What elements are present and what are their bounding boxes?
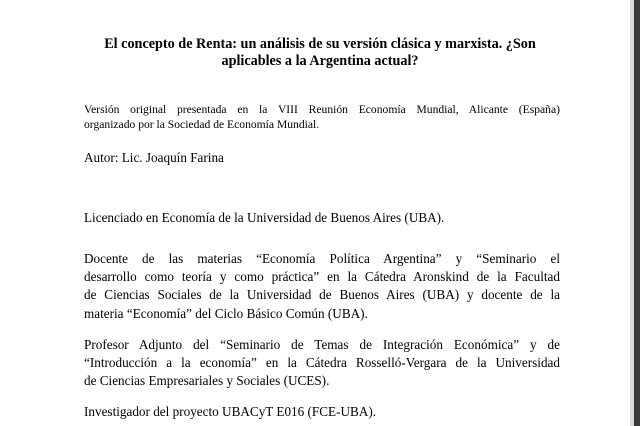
author-line: Autor: Lic. Joaquín Farina (84, 150, 224, 165)
paragraph-line: “Introducción a la economía” en la Cátedra Rosselló-Vergara de la Universidad (84, 355, 560, 371)
paragraph-degree (84, 209, 560, 227)
paragraph-teaching-uba (84, 250, 560, 323)
note-line: organizado por la Sociedad de Economía Mundial. (84, 118, 320, 131)
title-line: El concepto de Renta: un análisis de su versión clásica y marxista. ¿Son (104, 36, 536, 52)
paragraph-line: Investigador del proyecto UBACyT E016 (FCE-UBA). (84, 404, 377, 419)
paragraph-line: materia “Economía” del Ciclo Básico Común (UBA). (84, 305, 368, 321)
presentation-note (84, 102, 560, 132)
title-line: aplicables a la Argentina actual? (221, 53, 419, 69)
paragraph-teaching-uces (84, 336, 560, 391)
paragraph-line: Profesor Adjunto del “Seminario de Temas de Integración Económica” y de (84, 337, 560, 352)
paragraph-research (84, 403, 560, 421)
paragraph-line: Licenciado en Economía de la Universidad de Buenos Aires (UBA). (84, 210, 445, 225)
viewer-edge (634, 0, 640, 426)
paragraph-line: Docente de las materias “Economía Política Argentina” y “Seminario el (84, 251, 560, 266)
note-line: Versión original presentada en la VIII Reunión Economía Mundial, Alicante (España) (84, 103, 560, 116)
paragraph-line: desarrollo como teoría y como práctica” en la Cátedra Aronskind de la Facultad (84, 269, 560, 285)
document-title (60, 36, 580, 70)
paragraph-line: de Ciencias Empresariales y Sociales (UCES). (84, 373, 330, 389)
paragraph-line: de Ciencias Sociales de la Universidad de Buenos Aires (UBA) y docente de la (84, 287, 560, 303)
